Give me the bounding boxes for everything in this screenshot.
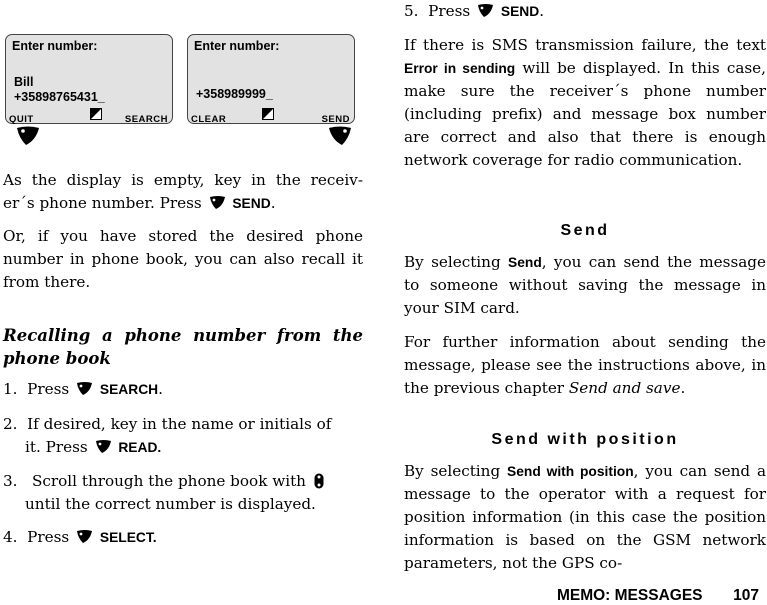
step-text: it. Press	[25, 438, 88, 456]
display-header: Enter number:	[12, 39, 98, 53]
error-text-label: Error in sending	[404, 61, 516, 76]
para-text: If there is SMS transmission failure, the text	[404, 36, 766, 54]
punct: .	[539, 2, 545, 20]
softkey-icon	[477, 4, 494, 18]
para-text: For further information about sending the message, please see the instructions above, in the previous chapter	[404, 333, 766, 397]
right-paragraph-failure	[404, 34, 766, 172]
menu-send-label: Send	[508, 255, 542, 270]
para-text: , you can send the message to someone without saving the message in your SIM card.	[404, 253, 767, 317]
section-heading-send-with-position: Send with position	[491, 431, 679, 448]
step-text: Press	[27, 528, 70, 546]
display-number: +358989999_	[196, 87, 273, 101]
step-text: Press	[27, 380, 70, 398]
left-softkey-icon	[16, 126, 40, 146]
softkey-icon	[209, 196, 226, 210]
step-1	[3, 378, 363, 401]
softkey-search-label: SEARCH	[124, 114, 168, 125]
step-4	[3, 526, 363, 549]
scroll-key-icon	[314, 473, 324, 489]
para-text: Or, if you have stored the desired phone number in phone book, you can also recall it from there.	[3, 227, 363, 291]
softkey-icon	[95, 440, 112, 454]
step-number: 1.	[3, 380, 18, 398]
key-search-label: SEARCH	[99, 382, 159, 397]
step-number: 4.	[3, 528, 18, 546]
right-paragraph-position	[404, 460, 766, 575]
para-text: , you can send a message to the operator with a request for position information (in this case the position information is based on the GSM network parameters, not the GPS co-	[404, 462, 766, 572]
step-3	[3, 470, 363, 516]
display-number: +35898765431_	[14, 90, 105, 104]
step-text: If desired, key in the name or initials of	[27, 415, 332, 433]
menu-send-with-position-label: Send with position	[507, 464, 634, 479]
right-paragraph-info	[404, 331, 766, 400]
para-line: As the display is empty, key in the receiv-	[3, 171, 363, 189]
softkey-quit-label: QUIT	[9, 114, 34, 125]
key-send-label: SEND	[500, 4, 540, 19]
key-read-label: READ.	[118, 440, 162, 455]
para-text: will be displayed. In this case, make sure the receiver´s phone number (including prefix) and message box number are correct and also that there is enough network coverage for radio communication.	[404, 59, 766, 169]
scroll-indicator-icon	[262, 108, 274, 120]
step-number: 5.	[404, 2, 419, 20]
display-header: Enter number:	[194, 39, 280, 53]
punct: .	[270, 194, 276, 212]
softkey-icon	[76, 530, 93, 544]
step-text: Press	[428, 2, 471, 20]
right-paragraph-send	[404, 251, 766, 320]
phone-display-search	[5, 34, 173, 124]
softkey-send-label: SEND	[321, 114, 350, 125]
step-2	[3, 413, 363, 459]
section-heading-recall	[3, 324, 363, 370]
step-5	[404, 0, 766, 23]
page-number: 107	[733, 587, 759, 604]
step-number: 3.	[3, 472, 18, 490]
para-text: By selecting	[404, 462, 501, 480]
right-softkey-icon	[328, 126, 352, 146]
key-send-label: SEND	[232, 196, 271, 211]
left-paragraph-1	[3, 169, 363, 215]
scroll-indicator-icon	[90, 108, 102, 120]
para-text: er´s phone number. Press	[3, 194, 202, 212]
punct: .	[158, 380, 163, 398]
step-number: 2.	[3, 415, 18, 433]
punct: .	[680, 379, 686, 397]
key-select-label: SELECT.	[99, 530, 157, 545]
section-heading-send: Send	[560, 222, 610, 239]
page-footer	[557, 587, 759, 605]
footer-section-title: MEMO: MESSAGES	[556, 587, 703, 604]
softkey-icon	[76, 382, 93, 396]
chapter-reference: Send and save	[568, 379, 681, 397]
phone-display-send	[187, 34, 355, 124]
heading-text: Recalling a phone number from the phone book	[3, 326, 363, 368]
display-name: Bill	[14, 75, 34, 89]
left-paragraph-2	[3, 225, 363, 294]
step-text: Scroll through the phone book with	[31, 472, 306, 490]
step-text: until the correct number is displayed.	[25, 495, 316, 513]
softkey-clear-label: CLEAR	[191, 114, 227, 125]
para-text: By selecting	[404, 253, 501, 271]
